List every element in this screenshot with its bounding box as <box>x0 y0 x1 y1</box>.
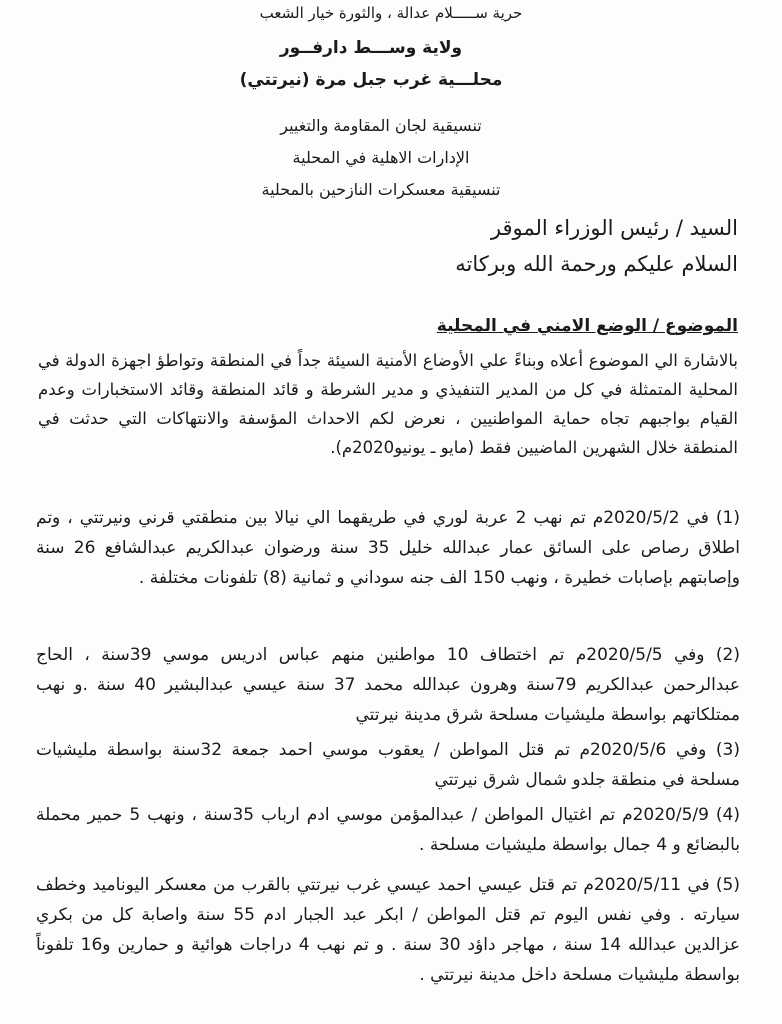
incident-item-4: (4) 2020/5/9م تم اغتيال المواطن / عبدالمؤمن موسي ادم ارباب 35سنة ، ونهب 5 حمير محملة بالبضائع و 4 جمال بواسطة مليشيات مسلحة . <box>36 805 740 855</box>
state-name: ولاية وســـط دارفــور <box>279 38 463 58</box>
coordination-line-2: الإدارات الاهلية في المحلية <box>292 148 470 167</box>
greeting-line: السلام عليكم ورحمة الله وبركاته <box>455 252 738 276</box>
coordination-line-3: تنسيقية معسكرات النازحين بالمحلية <box>261 180 501 199</box>
intro-paragraph: بالاشارة الي الموضوع أعلاه وبناءً علي الأوضاع الأمنية السيئة جداً في المنطقة وتواطؤ اجهزة الدولة في المحلية المتمثلة في كل من المدير التنفيذي و مدير الشرطة و قائد المنطقة وقائد الاستخبارات وعدم القيام بواجبهم تجاه حماية المواطنيين ، نعرض لكم الاحداث المؤسفة والانتهاكات التي حدثت في المنطقة خلال الشهرين الماضيين فقط (مايو ـ يونيو2020م). <box>38 351 738 457</box>
slogan: حرية ســـــلام عدالة ، والثورة خيار الشعب <box>259 4 523 22</box>
locality-name: محلـــية غرب جبل مرة (نيرتتي) <box>239 70 503 90</box>
incident-item-2: (2) وفي 2020/5/5م تم اختطاف 10 مواطنين منهم عباس ادريس موسي 39سنة ، الحاج عبدالرحمن عبدالكريم 79سنة وهرون عبدالله محمد 37 سنة عيسي عبدالبشير 40 سنة .و نهب ممتلكاتهم بواسطة مليشيات مسلحة شرق مدينة نيرتتي <box>36 645 741 725</box>
subject-line: الموضوع / الوضع الامني في المحلية <box>436 316 738 336</box>
coordination-line-1: تنسيقية لجان المقاومة والتغيير <box>280 116 482 135</box>
incident-item-3: (3) وفي 2020/5/6م تم قتل المواطن / يعقوب موسي احمد جمعة 32سنة بواسطة مليشيات مسلحة في منطقة جلدو شمال شرق نيرتتي <box>36 740 740 790</box>
incident-item-1: (1) في 2020/5/2م تم نهب 2 عربة لوري في طريقهما الي نيالا بين منطقتي قرني ونيرتتي ، وتم اطلاق رصاص على السائق عمار عبدالله خليل 35 سنة ورضوان عبدالكريم عبدالشافع 26 سنة وإصابتهم بإصابات خطيرة ، ونهب 150 الف جنه سوداني و ثمانية (8) تلفونات مختلفة . <box>36 508 740 588</box>
incident-item-5: (5) في 2020/5/11م تم قتل عيسي احمد عيسي غرب نيرتتي بالقرب من معسكر اليوناميد وخطف سيارته . وفي نفس اليوم تم قتل المواطن / ابكر عبد الجبار ادم 55 سنة واصابة كل من بكري عزالدين عبدالله 14 سنة ، مهاجر داؤد 30 سنة . و تم نهب 4 دراجات هوائية و حمارين و16 تلفوناً بواسطة مليشيات مسلحة داخل مدينة نيرتتي . <box>36 875 741 985</box>
recipient-line: السيد / رئيس الوزراء الموقر <box>490 216 738 240</box>
